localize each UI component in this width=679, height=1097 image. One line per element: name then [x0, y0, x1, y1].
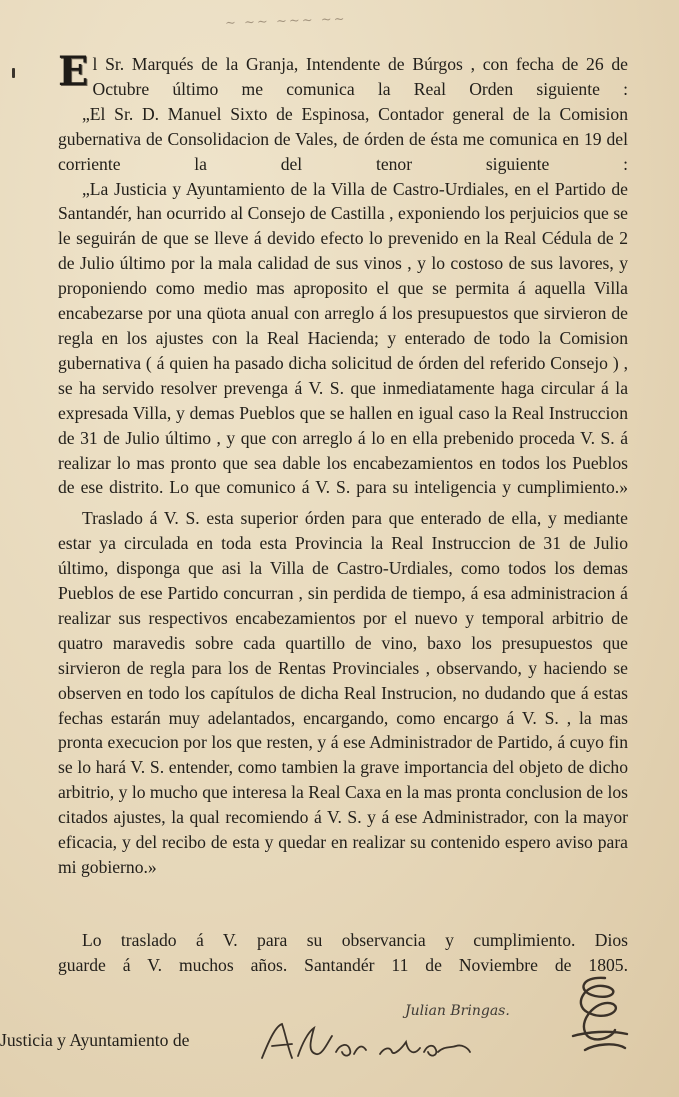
closing-block — [58, 928, 628, 978]
paragraph-intro — [58, 48, 628, 102]
margin-mark — [12, 68, 15, 78]
paragraph-traslado: Traslado á V. S. esta superior órden para que enterado de ella, y mediante estar ya circulada en toda esta Provincia la Real Instruccion de 31 de Julio último, disponga que asi la Villa de Castro-Urdiales, como todos los demas Pueblos de ese Partido concurran , sin perdida de tiempo, á esa administracion á realizar sus respectivos encabezamientos por el nuevo y temporal arbitrio de quatro maravedis sobre cada quartillo de vino, baxo los presupuestos que sirvieron de regla para los de Rentas Provinciales , observando, y haciendo se observen en todo los capítulos de dicha Real Instrucion, no dudando que á estas fechas estarán muy adelantados, encargando, como encargo á V. S. , la mas pronta execucion por los que resten, y á ese Administrador de Partido, á cuyo fin se lo hará V. S. entender, como tambien la grave importancia del objeto de dicho arbitrio, y lo mucho que interesa la Real Caxa en la mas pronta conclusion de los citados ajustes, la qual recomiendo á V. S. y á ese Administrador, con la mayor eficacia, y del recibo de esta y quedar en realizar su contenido espero aviso para mi gobierno.» — [58, 508, 628, 877]
letter-body — [58, 48, 628, 880]
paragraph-castro-urdiales: „La Justicia y Ayuntamiento de la Villa de Castro-Urdiales, en el Partido de Santandér, han ocurrido al Consejo de Castilla , exponiendo los perjuicios que se le seguirán de que se lleve á devido efecto lo prevenido en la Real Cédula de 2 de Julio último por la mala calidad de sus vinos , y lo costoso de sus lavores, y proponiendo como medio mas aproposito el que se permita á aquella Villa encabezarse por una qüota anual con arreglo á los presupuestos que sirvieron de regla en los ajustes con la Real Hacienda; y enterado de todo la Comision gubernativa ( á quien ha pasado dicha solicitud de órden del referido Consejo ) , se ha servido resolver prevenga á V. S. que inmediatamente haga circular á la expresada Villa, y demas Pueblos que se hallen en igual caso la Real Instruccion de 31 de Julio último , y que con arreglo á lo en ella prebenido proceda V. S. á realizar lo mas pronto que sea dable los encabezamientos en todos los Pueblos de ese distrito. Lo que comunico á V. S. para su inteligencia y cumplimiento.» — [58, 178, 628, 498]
drop-cap: E — [58, 48, 89, 95]
paragraph-intro-text: l Sr. Marqués de la Granja, Intendente de Búrgos , con fecha de 26 de Octubre último me comunica la Real Orden siguiente : — [92, 54, 628, 99]
signer-name: Julian Bringas. — [405, 1003, 510, 1019]
closing-line-2: guarde á V. muchos años. Santandér 11 de Noviembre de 1805. — [58, 955, 628, 975]
handwritten-name-signature-icon — [258, 1018, 473, 1068]
addressee-label: Justicia y Ayuntamiento de — [0, 1030, 190, 1050]
paragraph-espinosa: „El Sr. D. Manuel Sixto de Espinosa, Contador general de la Comision gubernativa de Consolidacion de Vales, de órden de ésta me comunica en 19 del corriente la del tenor siguiente : — [58, 103, 628, 174]
closing-line-1: Lo traslado á V. para su observancia y cumplimiento. Dios — [82, 930, 628, 950]
top-margin-scribble: ~ ~~ ~~~ ~~ — [224, 11, 347, 32]
rubric-signature-icon — [565, 970, 635, 1060]
